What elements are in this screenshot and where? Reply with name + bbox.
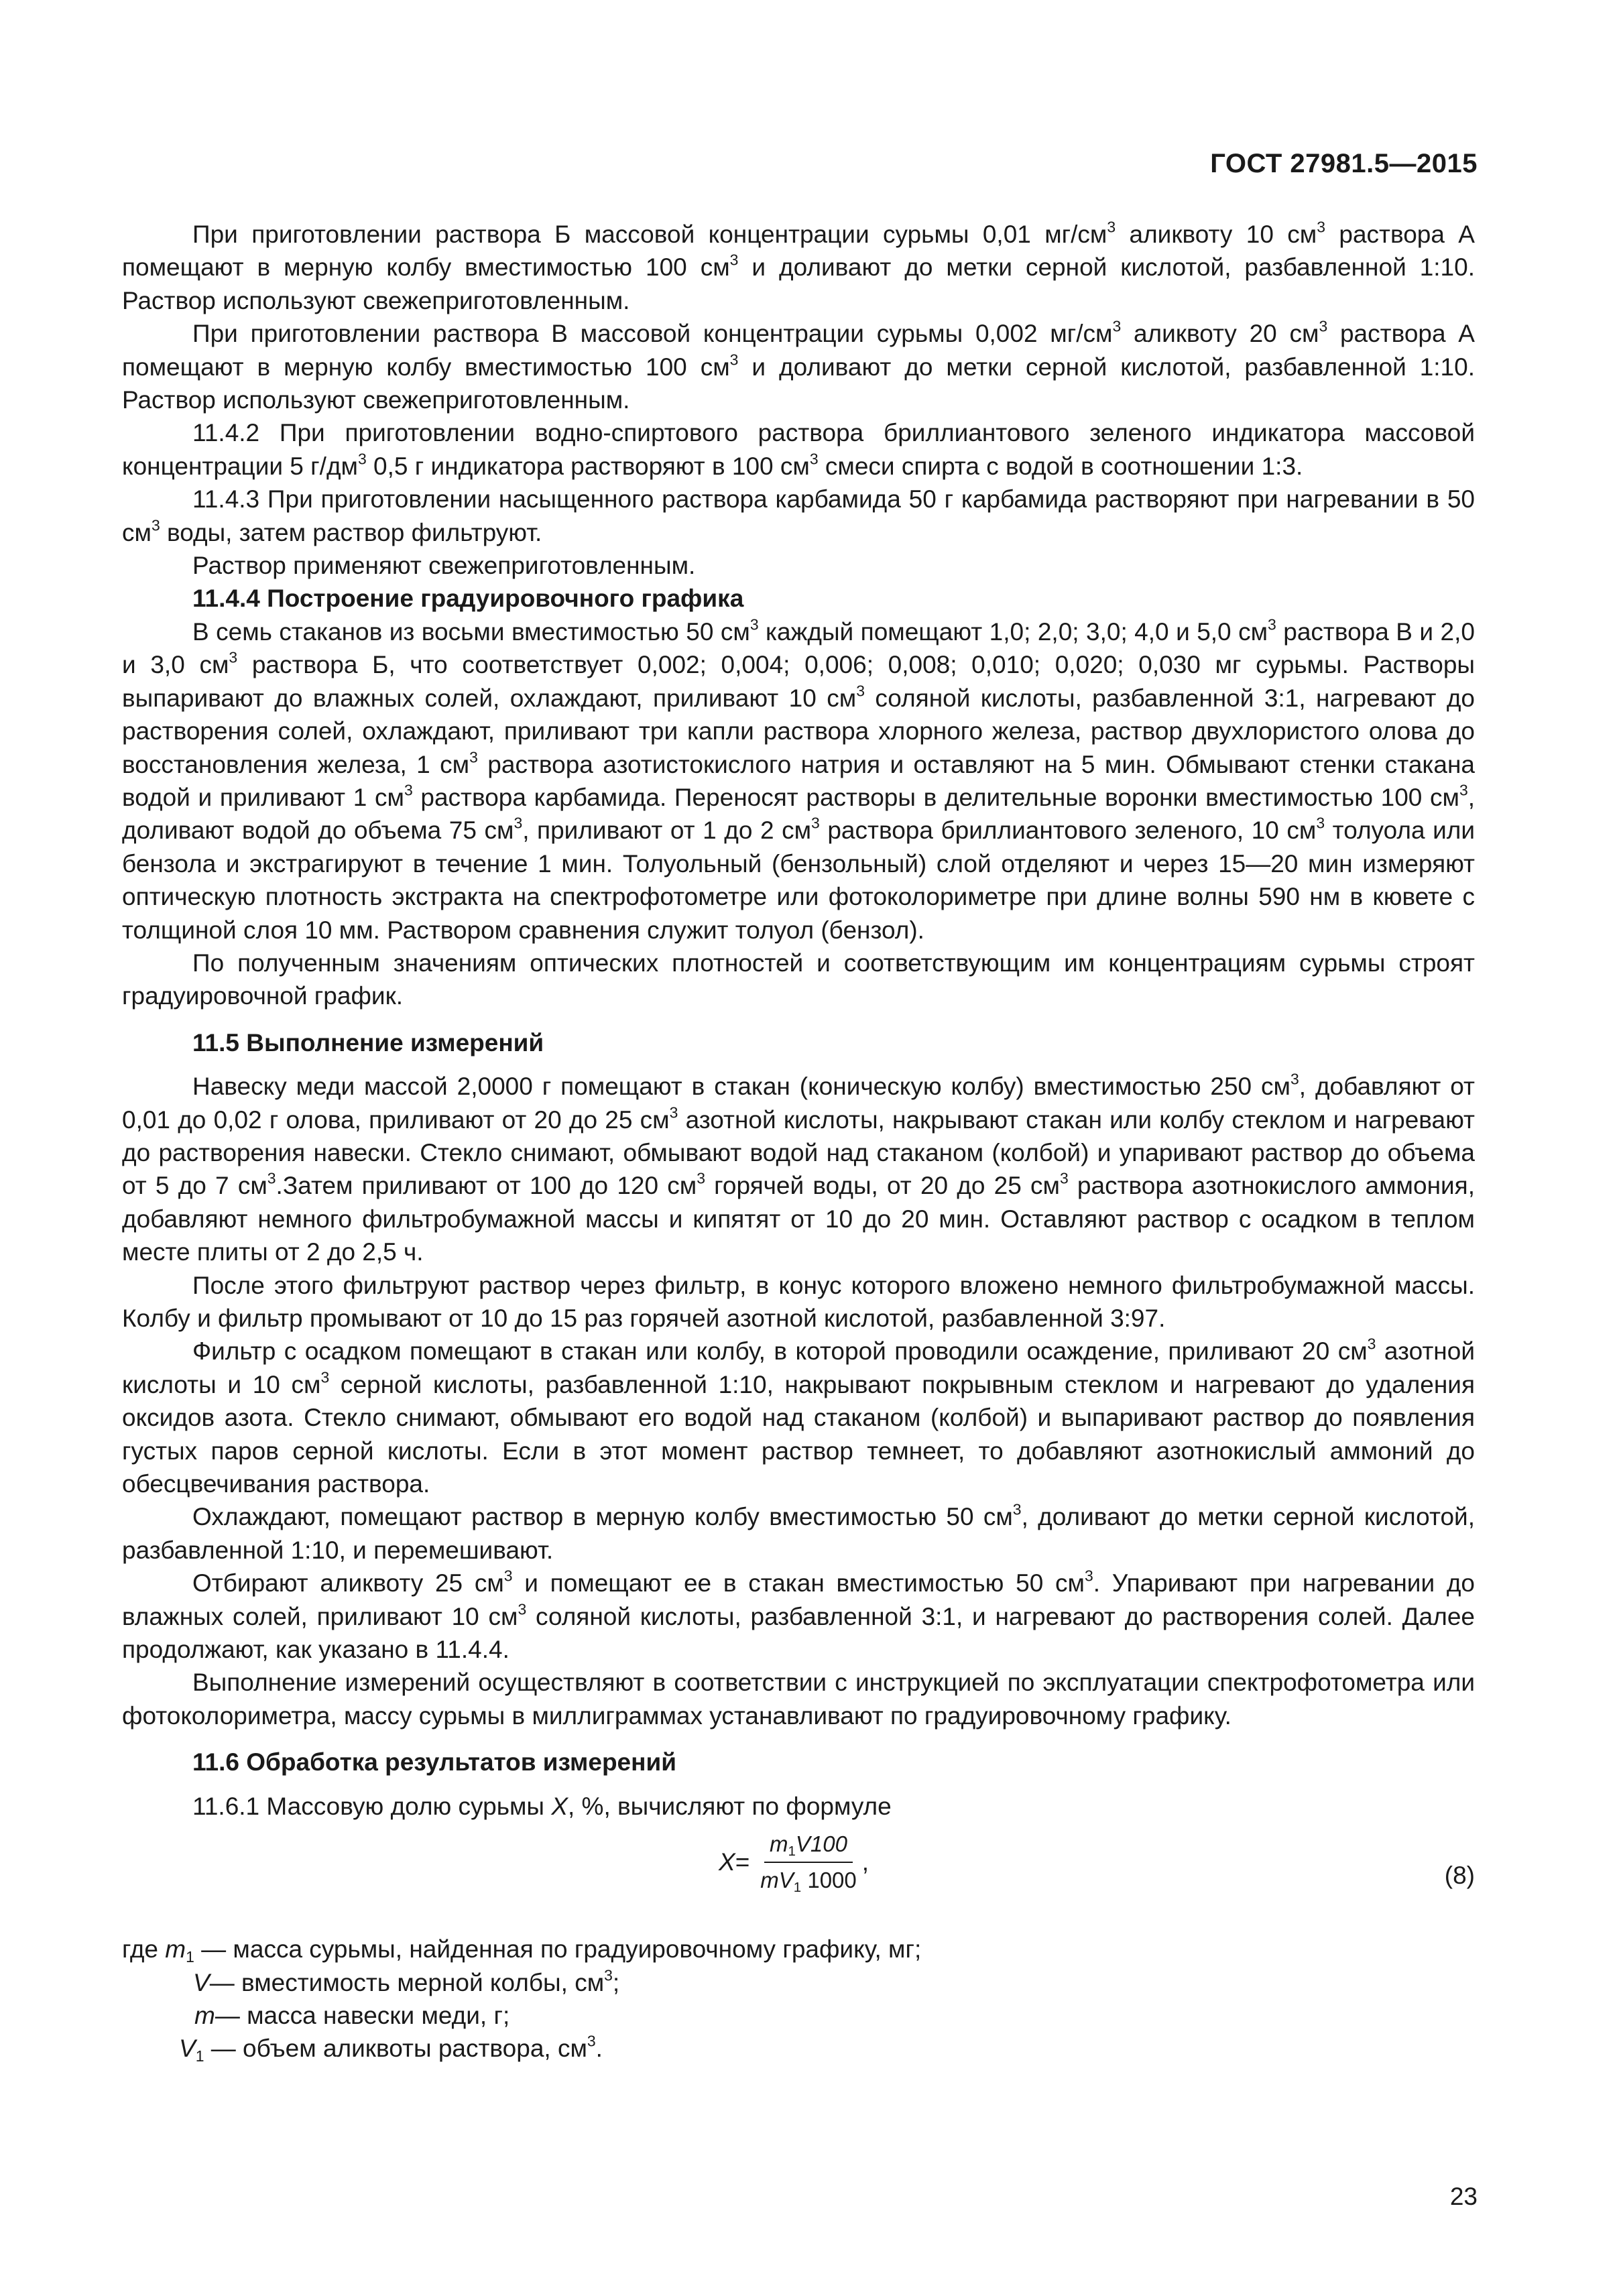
superscript: 3 (1319, 317, 1328, 335)
superscript: 3 (604, 1966, 613, 1984)
formula-comma: , (861, 1848, 869, 1876)
text: , доливают до метки серной кислотой, разбавленной 1:10, и перемешивают. (122, 1503, 1476, 1564)
superscript: 3 (729, 251, 739, 269)
text: .Затем приливают от 100 до 120 см (276, 1172, 697, 1200)
paragraph-solution-v (122, 317, 1475, 416)
formula-block (122, 1825, 1475, 1926)
superscript: 3 (267, 1169, 276, 1187)
text: раствора Б, что соответствует 0,002; 0,004; 0,006; 0,008; 0,010; 0,020; 0,030 мг сурьмы. Растворы выпаривают до влажных солей, охлаждают, приливают 10 см (122, 651, 1476, 712)
text: . (595, 2035, 603, 2063)
superscript: 3 (503, 1567, 513, 1585)
formula-number: (8) (1444, 1862, 1475, 1890)
text: раствора азотнокислого аммония, добавляют немного фильтробумажной массы и кипятят от 10 до 20 мин. Оставляют раствор с осадком в теплом месте плиты от 2 до 2,5 ч. (122, 1172, 1475, 1266)
heading-11-4-4: 11.4.4 Построение градуировочного графика (192, 585, 744, 613)
document-body (122, 218, 1475, 2065)
text: соляной кислоты, разбавленной 3:1, и нагревают до растворения солей. Далее продолжают, как указано в 11.4.4. (122, 1602, 1476, 1664)
text: ; (612, 1968, 620, 1996)
superscript: 3 (587, 2032, 596, 2050)
superscript: 3 (1084, 1567, 1093, 1585)
text: m (194, 2001, 215, 2029)
text: , приливают от 1 до 2 см (522, 817, 812, 845)
superscript: 3 (1012, 1500, 1022, 1518)
heading-11-6: 11.6 Обработка результатов измерений (192, 1748, 676, 1776)
paragraph-filtration: После этого фильтруют раствор через фильтр, в конус которого вложено немного фильтробумажной массы. Колбу и фильтр промывают от 10 до 15 раз горячей азотной кислотой, разбавленной 3:97. (122, 1271, 1475, 1332)
superscript: 3 (669, 1103, 678, 1121)
paragraph-calibration-procedure (122, 615, 1475, 947)
formula (719, 1831, 869, 1894)
paragraph-fresh-solution: Раствор применяют свежеприготовленным. (192, 552, 696, 580)
text: 11.6.1 Массовую долю сурьмы (192, 1792, 552, 1820)
superscript: 3 (729, 351, 739, 369)
text: . Упаривают при нагревании до влажных солей, приливают 10 см (122, 1569, 1476, 1630)
text: m (165, 1935, 186, 1963)
superscript: 3 (229, 648, 238, 666)
text: mV (760, 1868, 794, 1893)
formula-lhs: X (719, 1848, 735, 1876)
variable-x: X (551, 1792, 568, 1820)
subscript: 1 (788, 1844, 796, 1860)
text: раствора В и 2,0 и 3,0 см (122, 617, 1475, 679)
paragraph-11-6-1 (122, 1790, 1475, 1823)
superscript: 3 (357, 450, 367, 468)
paragraph-aliquot (122, 1567, 1475, 1666)
formula-numerator (764, 1831, 853, 1863)
formula-legend (122, 1933, 1475, 2065)
superscript: 3 (1459, 781, 1468, 799)
text: Отбирают аликвоту 25 см (192, 1569, 504, 1597)
formula-denominator (755, 1863, 861, 1894)
text: — вместимость мерной колбы, см (209, 1968, 605, 1996)
text: серной кислоты, разбавленной 1:10, накрывают покрывным стеклом и нагревают до удаления оксидов азота. Стекло снимают, обмывают его водой над стаканом (колбой) и выпаривают раствор до появления густых паров серной кислоты. Если в этот момент раствор темнеет, то добавляют азотнокислый аммоний до обесцвечивания раствора. (122, 1370, 1475, 1498)
heading-11-5: 11.5 Выполнение измерений (192, 1028, 544, 1056)
text: раствора А помещают в мерную колбу вместимостью 100 см (122, 320, 1475, 381)
text: V (179, 2035, 196, 2063)
superscript: 3 (809, 450, 819, 468)
standard-header: ГОСТ 27981.5—2015 (1210, 149, 1478, 178)
superscript: 3 (151, 516, 160, 534)
text: раствора азотистокислого натрия и оставляют на 5 мин. Обмывают стенки стакана водой и приливают 1 см (122, 750, 1475, 811)
text: азотной кислоты, накрывают стакан или колбу стеклом и нагревают до растворения навески. Стекло снимают, обмывают водой над стаканом (колбой) и упаривают раствор до объема от 5 до 7 см (122, 1105, 1475, 1200)
text: и доливают до метки серной кислотой, разбавленной 1:10. Раствор используют свежеприготовленным. (122, 253, 1475, 314)
paragraph-11-4-3 (122, 483, 1475, 549)
formula-fraction (755, 1831, 861, 1894)
subscript: 1 (186, 1947, 194, 1966)
paragraph-measurement-execution: Выполнение измерений осуществляют в соответствии с инструкцией по эксплуатации спектрофотометра или фотоколориметра, массу сурьмы в миллиграммах устанавливают по градуировочному графику. (122, 1669, 1475, 1730)
text: и помещают ее в стакан вместимостью 50 см (512, 1569, 1085, 1597)
text: горячей воды, от 20 до 25 см (705, 1172, 1060, 1200)
text: V100 (795, 1831, 847, 1857)
text: каждый помещают 1,0; 2,0; 3,0; 4,0 и 5,0 см (758, 617, 1268, 646)
text: Охлаждают, помещают раствор в мерную колбу вместимостью 50 см (192, 1503, 1013, 1531)
text: Фильтр с осадком помещают в стакан или колбу, в которой проводили осаждение, приливают 20 см (192, 1337, 1368, 1366)
legend-m1 (122, 1933, 1475, 1966)
formula-equals: = (735, 1848, 750, 1876)
text: V (193, 1968, 210, 1996)
text: 11.4.2 При приготовлении водно-спиртового раствора бриллиантового зеленого индикатора массовой концентрации 5 г/дм (122, 419, 1475, 480)
text: При приготовлении раствора Б массовой концентрации сурьмы 0,01 мг/см (192, 221, 1107, 248)
superscript: 3 (469, 747, 478, 766)
legend-v (122, 1966, 1475, 1999)
superscript: 3 (697, 1169, 705, 1187)
text: — масса навески меди, г; (215, 2001, 510, 2029)
text: , доливают водой до объема 75 см (122, 783, 1476, 845)
text: 11.4.3 При приготовлении насыщенного раствора карбамида 50 г карбамида растворяют при нагревании в 50 см (122, 485, 1475, 546)
superscript: 3 (1290, 1070, 1299, 1088)
superscript: 3 (749, 615, 759, 633)
superscript: 3 (320, 1368, 330, 1386)
superscript: 3 (1059, 1169, 1069, 1187)
text: — объем аликвоты раствора, см (204, 2035, 587, 2063)
legend-v1 (122, 2032, 1475, 2065)
text: и доливают до метки серной кислотой, разбавленной 1:10. Раствор используют свежеприготовленным. (122, 353, 1475, 414)
text: смеси спирта с водой в соотношении 1:3. (818, 452, 1303, 480)
superscript: 3 (1367, 1335, 1376, 1353)
text: Навеску меди массой 2,0000 г помещают в стакан (коническую колбу) вместимостью 250 см (192, 1073, 1290, 1101)
superscript: 3 (1317, 218, 1325, 236)
text: раствора карбамида. Переносят растворы в делительные воронки вместимостью 100 см (412, 783, 1459, 811)
text: азотной кислоты и 10 см (122, 1337, 1475, 1398)
superscript: 3 (404, 781, 413, 799)
text: При приготовлении раствора В массовой концентрации сурьмы 0,002 мг/см (192, 320, 1113, 348)
text: 1000 (801, 1868, 857, 1893)
superscript: 3 (1112, 317, 1122, 335)
text: 0,5 г индикатора растворяют в 100 см (366, 452, 810, 480)
paragraph-cooling (122, 1500, 1475, 1567)
subscript: 1 (793, 1880, 802, 1896)
paragraph-calibration-graph: По полученным значениям оптических плотностей и соответствующим им концентрациям сурьмы строят градуировочной график. (122, 949, 1475, 1010)
superscript: 3 (856, 682, 865, 700)
subscript: 1 (195, 2047, 204, 2065)
text: раствора бриллиантового зеленого, 10 см (819, 817, 1317, 845)
text: аликвоту 20 см (1121, 320, 1319, 348)
superscript: 3 (1316, 814, 1325, 832)
text: m (770, 1831, 788, 1857)
text: раствора А помещают в мерную колбу вместимостью 100 см (122, 221, 1475, 282)
text: аликвоту 10 см (1116, 221, 1317, 248)
text: , %, вычисляют по формуле (568, 1792, 892, 1820)
superscript: 3 (1107, 218, 1116, 236)
text: , добавляют от 0,01 до 0,02 г олова, приливают от 20 до 25 см (122, 1073, 1476, 1134)
text: толуола или бензола и экстрагируют в течение 1 мин. Толуольный (бензольный) слой отделяют и через 15—20 мин измеряют оптическую плотность экстракта на спектрофотометре или фотоколориметре при длине волны 590 нм в кювете с толщиной слоя 10 мм. Раствором сравнения служит толуол (бензол). (122, 817, 1476, 944)
paragraph-sample-weight (122, 1070, 1475, 1268)
text: — масса сурьмы, найденная по градуировочному графику, мг; (194, 1935, 922, 1963)
paragraph-11-4-2 (122, 416, 1475, 483)
page-number: 23 (1449, 2183, 1478, 2210)
superscript: 3 (514, 814, 523, 832)
superscript: 3 (518, 1600, 527, 1618)
superscript: 3 (811, 814, 820, 832)
text: соляной кислоты, разбавленной 3:1, нагревают до растворения солей, охлаждают, приливают три капли раствора хлорного железа, раствор двухлористого олова до восстановления железа, 1 см (122, 684, 1476, 778)
legend-m (122, 1999, 1475, 2032)
superscript: 3 (1268, 615, 1276, 633)
paragraph-filter-precipitate (122, 1335, 1475, 1500)
text: В семь стаканов из восьми вместимостью 50 см (192, 617, 750, 646)
text: где (122, 1935, 166, 1963)
paragraph-solution-b (122, 218, 1475, 317)
text: воды, затем раствор фильтруют. (160, 518, 542, 546)
